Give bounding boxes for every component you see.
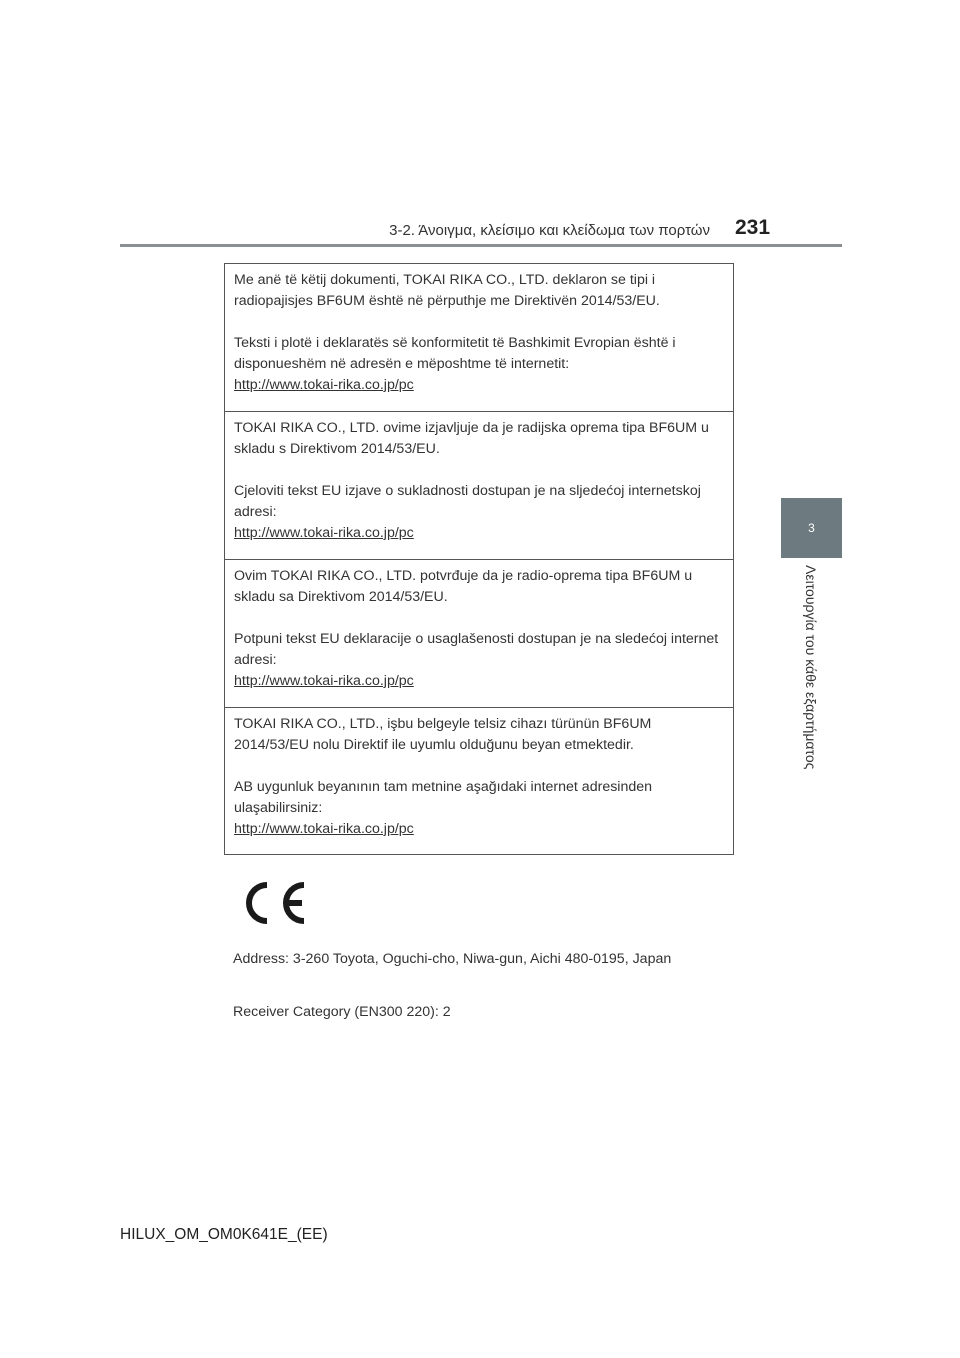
declaration-url-link[interactable]: http://www.tokai-rika.co.jp/pc <box>234 525 414 541</box>
declaration-statement: Ovim TOKAI RIKA CO., LTD. potvrđuje da je radio-oprema tipa BF6UM u skladu sa Direktivom 2014/53/EU. <box>234 568 693 605</box>
header-divider <box>120 244 842 247</box>
manufacturer-address: Address: 3-260 Toyota, Oguchi-cho, Niwa-gun, Aichi 480-0195, Japan <box>233 951 672 967</box>
declaration-availability: AB uygunluk beyanının tam metnine aşağıdaki internet adresinden ulaşabilirsiniz: <box>234 779 653 816</box>
declaration-croatian <box>225 412 733 560</box>
declaration-availability: Potpuni tekst EU deklaracije o usaglašenosti dostupan je na sledećoj internet adresi: <box>234 631 719 668</box>
declaration-url-link[interactable]: http://www.tokai-rika.co.jp/pc <box>234 821 414 837</box>
chapter-tab-label: Λειτουργία του κάθε εξαρτήματος <box>803 565 819 770</box>
page-number: 231 <box>735 216 771 239</box>
declaration-statement: TOKAI RIKA CO., LTD. ovime izjavljuje da je radijska oprema tipa BF6UM u skladu s Direktivom 2014/53/EU. <box>234 420 709 457</box>
declaration-table <box>224 263 734 855</box>
declaration-statement: Me anë të këtij dokumenti, TOKAI RIKA CO., LTD. deklaron se tipi i radiopajisjes BF6UM është në përputhje me Direktivën 2014/53/EU. <box>234 272 660 309</box>
ce-mark-logo <box>240 880 310 926</box>
chapter-tab[interactable] <box>781 498 842 558</box>
section-title: 3-2. Άνοιγμα, κλείσιμο και κλείδωμα των πορτών <box>389 222 710 239</box>
declaration-statement: TOKAI RIKA CO., LTD., işbu belgeyle telsiz cihazı türünün BF6UM 2014/53/EU nolu Direktif ile uyumlu olduğunu beyan etmektedir. <box>234 716 652 753</box>
declaration-albanian <box>225 264 733 412</box>
document-code: HILUX_OM_OM0K641E_(EE) <box>120 1226 328 1243</box>
chapter-tab-number: 3 <box>808 521 815 535</box>
declaration-availability: Teksti i plotë i deklaratës së konformitetit të Bashkimit Evropian është i disponueshëm në adresën e mëposhtme të internetit: <box>234 335 676 372</box>
declaration-url-link[interactable]: http://www.tokai-rika.co.jp/pc <box>234 673 414 689</box>
declaration-availability: Cjeloviti tekst EU izjave o sukladnosti dostupan je na sljedećoj internetskoj adresi: <box>234 483 701 520</box>
declaration-turkish <box>225 708 733 854</box>
declaration-url-link[interactable]: http://www.tokai-rika.co.jp/pc <box>234 377 414 393</box>
declaration-serbian <box>225 560 733 708</box>
receiver-category: Receiver Category (EN300 220): 2 <box>233 1004 451 1020</box>
